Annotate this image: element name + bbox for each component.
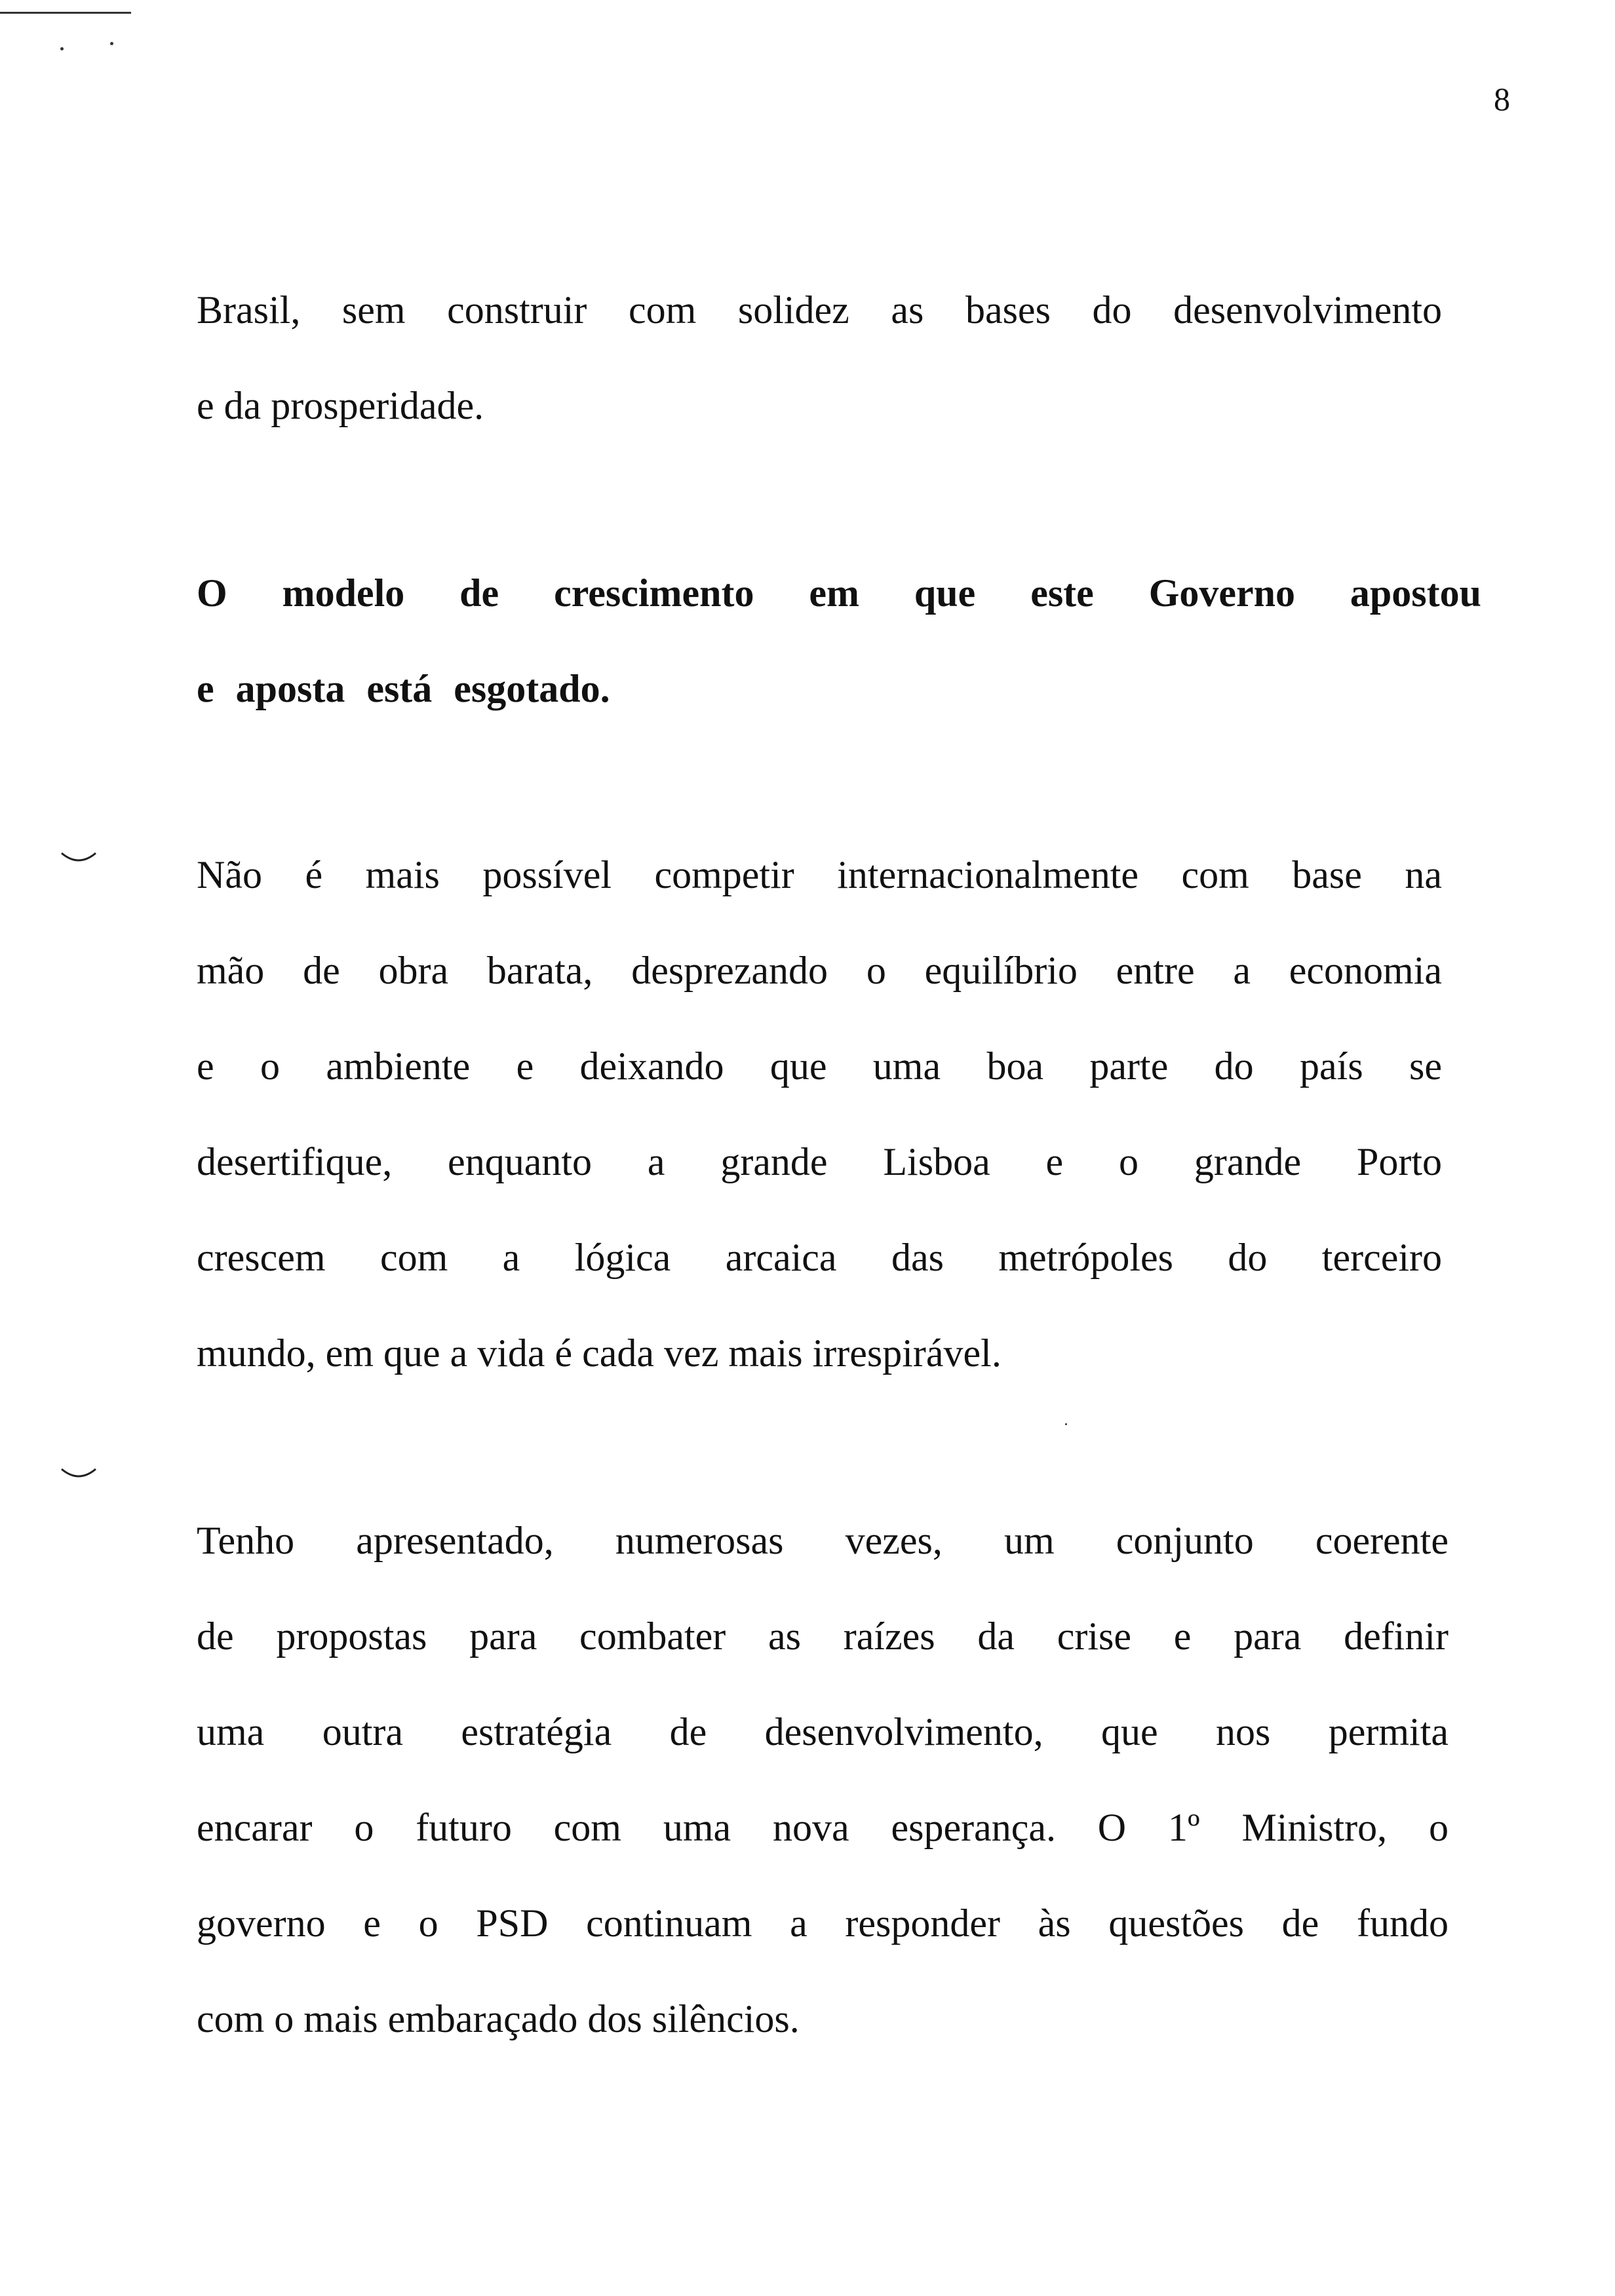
- text-line: uma outra estratégia de desenvolvimento, que nos permita: [197, 1710, 1449, 1753]
- text-line: O modelo de crescimento em que este Governo apostou: [197, 571, 1481, 615]
- paragraph: [197, 827, 1442, 1401]
- text-line: Tenho apresentado, numerosas vezes, um conjunto coerente: [197, 1519, 1449, 1562]
- scan-speck: [110, 42, 113, 45]
- page-number: 8: [1494, 81, 1510, 117]
- scan-speck: [1065, 1423, 1067, 1425]
- text-line: e da prosperidade.: [197, 384, 484, 427]
- text-line: de propostas para combater as raízes da crise e para definir: [197, 1615, 1449, 1658]
- margin-check-mark: [60, 1466, 97, 1481]
- text-line: Não é mais possível competir internacionalmente com base na: [197, 853, 1442, 896]
- text-line: e o ambiente e deixando que uma boa parte do país se: [197, 1044, 1442, 1088]
- text-line: crescem com a lógica arcaica das metrópoles do terceiro: [197, 1236, 1442, 1279]
- text-line: e aposta está esgotado.: [197, 667, 610, 710]
- text-line: mão de obra barata, desprezando o equilíbrio entre a economia: [197, 949, 1442, 992]
- margin-check-mark: [60, 851, 97, 865]
- paragraph: [197, 262, 1442, 453]
- text-line: mundo, em que a vida é cada vez mais irrespirável.: [197, 1331, 1002, 1375]
- paragraph: [197, 1493, 1449, 2067]
- scan-top-rule: [0, 12, 131, 14]
- text-line: desertifique, enquanto a grande Lisboa e o grande Porto: [197, 1140, 1442, 1183]
- text-line: governo e o PSD continuam a responder às questões de fundo: [197, 1902, 1449, 1945]
- text-line: com o mais embaraçado dos silêncios.: [197, 1997, 800, 2040]
- scan-speck: [60, 47, 64, 50]
- bold-paragraph: [197, 545, 1481, 737]
- text-line: encarar o futuro com uma nova esperança. O 1º Ministro, o: [197, 1806, 1449, 1849]
- text-line: Brasil, sem construir com solidez as bases do desenvolvimento: [197, 288, 1442, 332]
